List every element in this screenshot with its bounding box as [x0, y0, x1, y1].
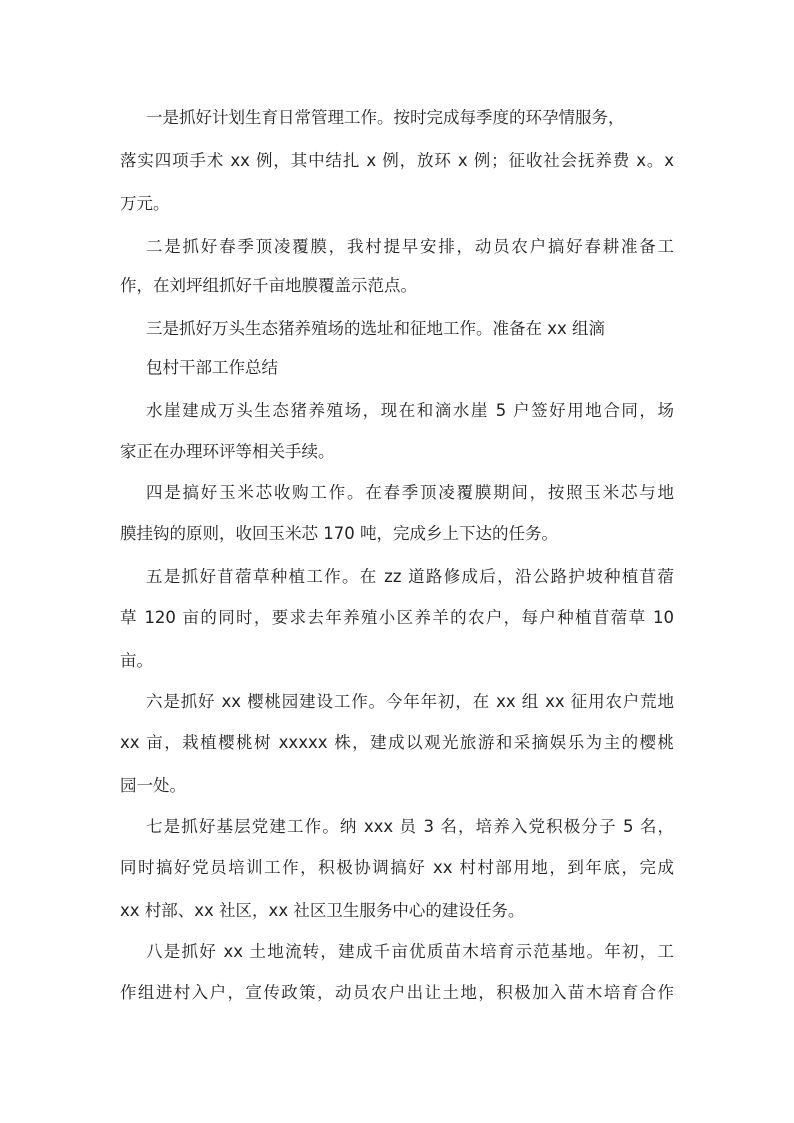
interjected-title: 包村干部工作总结	[146, 358, 278, 377]
paragraph-8-line-1: 八是抓好 xx 土地流转，建成千亩优质苗木培育示范基地。年初，工	[146, 942, 674, 961]
paragraph-7-line-3: xx 村部、xx 社区，xx 社区卫生服务中心的建设任务。	[120, 901, 525, 920]
paragraph-4-line-2: 膜挂钩的原则，收回玉米芯 170 吨，完成乡上下达的任务。	[120, 524, 558, 543]
paragraph-3-cont-line-2: 家正在办理环评等相关手续。	[120, 442, 335, 461]
paragraph-1-line-3: 万元。	[120, 194, 170, 213]
paragraph-7-line-1: 七是抓好基层党建工作。纳 xxx 员 3 名，培养入党积极分子 5 名，	[146, 817, 674, 836]
paragraph-4-line-1: 四是搞好玉米芯收购工作。在春季顶凌覆膜期间，按照玉米芯与地	[146, 483, 674, 502]
paragraph-5-line-2: 草 120 亩的同时，要求去年养殖小区养羊的农户，每户种植苜蓿草 10	[120, 608, 674, 627]
paragraph-7-line-2: 同时搞好党员培训工作，积极协调搞好 xx 村村部用地，到年底，完成	[120, 858, 674, 877]
paragraph-5-line-1: 五是抓好苜蓿草种植工作。在 zz 道路修成后，沿公路护坡种植苜蓿	[146, 567, 674, 586]
paragraph-6-line-3: 园一处。	[120, 776, 186, 795]
paragraph-1-line-1: 一是抓好计划生育日常管理工作。按时完成每季度的环孕情服务，	[146, 108, 625, 127]
paragraph-1-line-2: 落实四项手术 xx 例，其中结扎 x 例，放环 x 例；征收社会抚养费 x。x	[120, 151, 674, 170]
paragraph-2-line-1: 二是抓好春季顶凌覆膜，我村提早安排，动员农户搞好春耕准备工	[146, 237, 674, 256]
paragraph-5-line-3: 亩。	[120, 651, 153, 670]
paragraph-3-cont-line-1: 水崖建成万头生态猪养殖场，现在和滴水崖 5 户签好用地合同，场	[146, 401, 674, 420]
paragraph-8-line-2: 作组进村入户，宣传政策，动员农户出让土地，积极加入苗木培育合作	[120, 983, 674, 1002]
paragraph-6-line-1: 六是抓好 xx 樱桃园建设工作。今年年初，在 xx 组 xx 征用农户荒地	[146, 692, 674, 711]
paragraph-3-line-1: 三是抓好万头生态猪养殖场的选址和征地工作。准备在 xx 组滴	[146, 319, 606, 338]
paragraph-6-line-2: xx 亩，栽植樱桃树 xxxxx 株，建成以观光旅游和采摘娱乐为主的樱桃	[120, 733, 674, 752]
paragraph-2-line-2: 作，在刘坪组抓好千亩地膜覆盖示范点。	[120, 276, 417, 295]
